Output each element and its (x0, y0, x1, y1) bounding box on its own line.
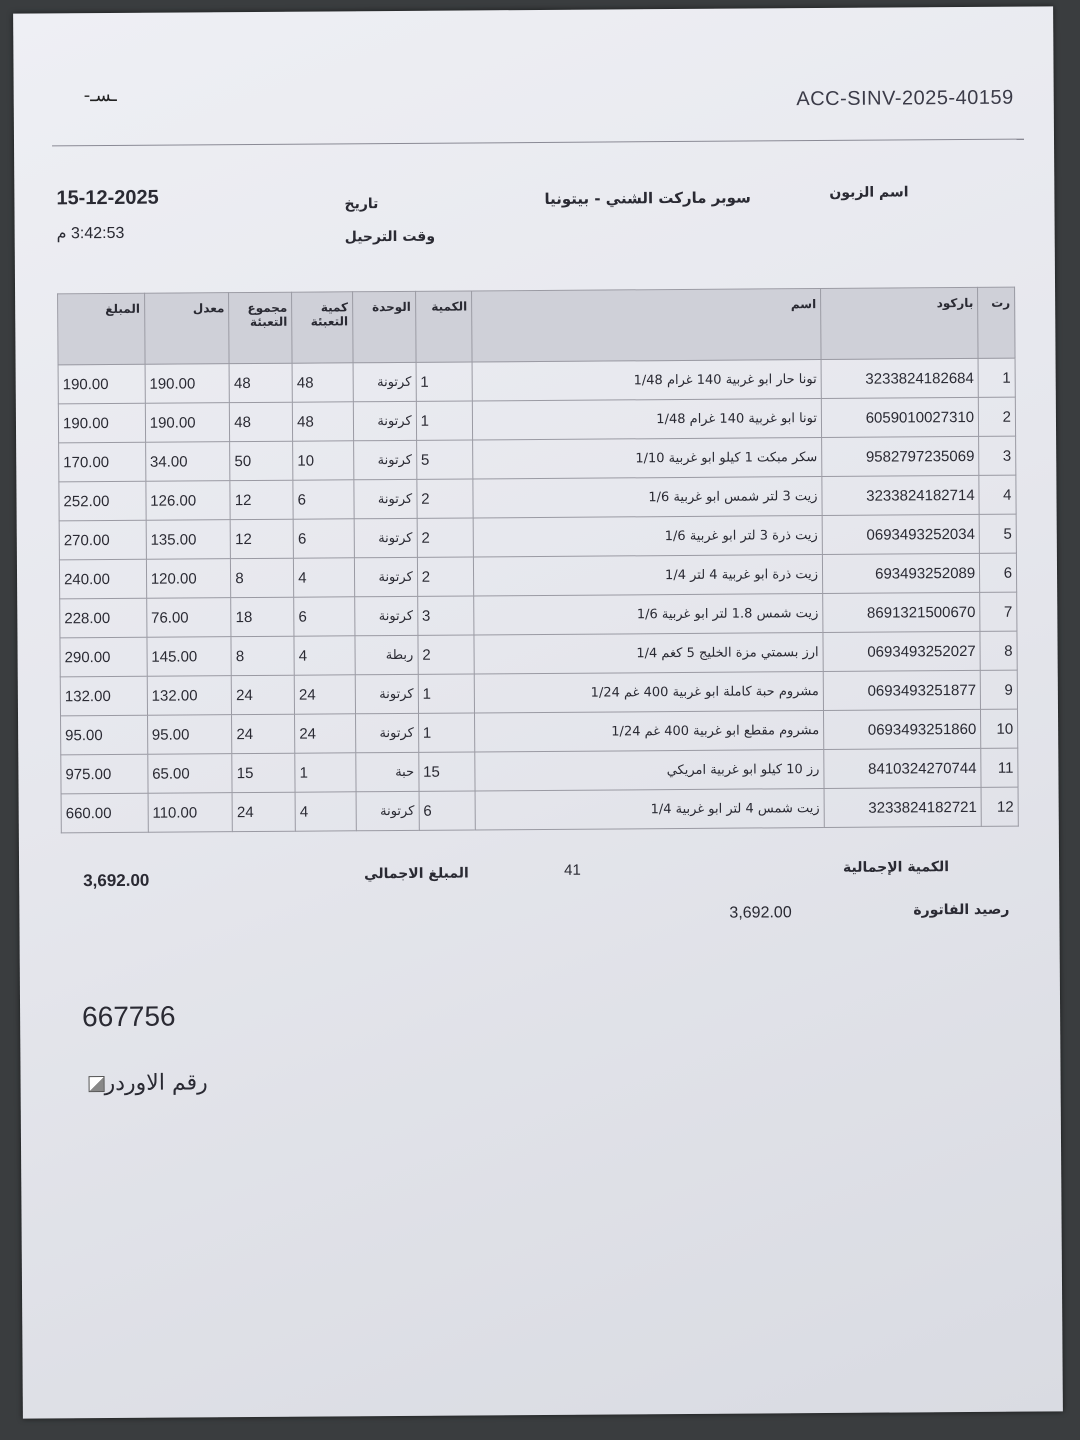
order-label: رقم الاوردر (104, 1070, 208, 1097)
table-row (59, 553, 1016, 599)
row-amount: 95.00 (61, 715, 148, 755)
customer-label: اسم الزبون (829, 184, 909, 201)
row-name: رز 10 كيلو ابو غربية امريكي (475, 750, 824, 791)
row-qty: 5 (416, 440, 473, 479)
row-unit: ربطة (355, 635, 418, 674)
row-rate: 190.00 (145, 364, 230, 404)
items-table (57, 287, 1019, 834)
col-header-no: رت (978, 287, 1015, 358)
row-qty: 1 (416, 362, 473, 401)
row-pack-qty: 1 (295, 753, 356, 792)
invoice-paper (13, 6, 1063, 1418)
row-no: 12 (981, 787, 1018, 826)
row-rate: 95.00 (147, 715, 232, 755)
row-barcode: 8410324270744 (824, 748, 981, 788)
row-pack-qty: 6 (293, 519, 354, 558)
row-pack-qty: 4 (294, 636, 355, 675)
row-pack-qty: 4 (295, 792, 356, 831)
table-row (59, 514, 1016, 560)
row-no: 8 (980, 631, 1017, 670)
row-name: ارز بسمتي مزة الخليج 5 كغم 1/4 (474, 633, 823, 674)
row-no: 4 (979, 475, 1016, 514)
row-rate: 190.00 (145, 403, 230, 443)
row-unit: كرتونة (356, 791, 419, 830)
row-pack-total: 24 (232, 675, 295, 714)
row-qty: 3 (417, 596, 474, 635)
row-qty: 2 (418, 635, 475, 674)
row-name: تونا ابو غربية 140 غرام 1/48 (472, 399, 821, 440)
table-row (58, 397, 1015, 443)
time-label: وقت الترحيل (344, 228, 436, 246)
order-number: 667756 (82, 1000, 176, 1033)
row-no: 9 (980, 670, 1017, 709)
row-pack-qty: 10 (293, 441, 354, 480)
total-qty-label: الكمية الإجمالية (842, 859, 950, 876)
total-amount-value: 3,692.00 (83, 870, 150, 891)
row-pack-total: 18 (231, 597, 294, 636)
row-pack-qty: 24 (295, 714, 356, 753)
row-qty: 15 (418, 752, 475, 791)
row-barcode: 0693493251860 (824, 709, 981, 749)
row-name: مشروم حبة كاملة ابو غربية 400 غم 1/24 (474, 672, 823, 713)
row-pack-total: 50 (230, 441, 293, 480)
row-name: مشروم مقطع ابو غربية 400 غم 1/24 (475, 711, 824, 752)
row-unit: كرتونة (354, 557, 417, 596)
row-pack-qty: 24 (294, 675, 355, 714)
table-row (60, 592, 1017, 638)
row-barcode: 6059010027310 (821, 397, 978, 437)
time-value: 3:42:53 م (56, 224, 125, 243)
row-barcode: 3233824182684 (821, 358, 978, 398)
invoice-balance-label: رصيد الفاتورة (913, 901, 1010, 919)
row-rate: 145.00 (147, 637, 232, 677)
row-qty: 1 (416, 401, 473, 440)
row-pack-total: 8 (231, 636, 294, 675)
row-rate: 135.00 (146, 520, 231, 560)
row-qty: 1 (418, 674, 475, 713)
row-amount: 660.00 (61, 793, 148, 833)
order-label-row (82, 1070, 207, 1096)
row-no: 3 (979, 436, 1016, 475)
table-row (58, 358, 1015, 404)
table-row (59, 436, 1016, 482)
row-pack-total: 24 (232, 792, 295, 831)
date-value: 15-12-2025 (56, 186, 159, 210)
row-amount: 290.00 (60, 637, 147, 677)
total-amount-label: المبلغ الاجمالي (364, 865, 469, 883)
row-qty: 1 (418, 713, 475, 752)
row-pack-total: 12 (230, 480, 293, 519)
customer-name: سوبر ماركت الشني - بيتونيا (544, 188, 751, 208)
row-unit: كرتونة (353, 401, 416, 440)
col-header-pack-total: مجموع التعبئة (229, 292, 292, 363)
row-pack-qty: 4 (294, 558, 355, 597)
row-unit: حبة (356, 752, 419, 791)
col-header-name: اسم (472, 289, 821, 362)
row-rate: 110.00 (148, 793, 233, 833)
row-rate: 65.00 (148, 754, 233, 794)
row-rate: 120.00 (146, 559, 231, 599)
col-header-qty: الكمية (415, 291, 472, 362)
row-barcode: 0693493252034 (822, 514, 979, 554)
row-pack-qty: 48 (292, 363, 353, 402)
row-pack-total: 15 (232, 753, 295, 792)
row-rate: 34.00 (145, 442, 230, 482)
row-amount: 270.00 (59, 520, 146, 560)
row-amount: 240.00 (59, 559, 146, 599)
invoice-number: ACC-SINV-2025-40159 (796, 86, 1014, 111)
row-barcode: 3233824182721 (824, 787, 981, 827)
row-barcode: 693493252089 (822, 553, 979, 593)
row-amount: 228.00 (60, 598, 147, 638)
table-row (61, 709, 1018, 755)
row-no: 6 (980, 553, 1017, 592)
header-divider (52, 139, 1024, 147)
col-header-rate: معدل (144, 293, 229, 365)
table-row (60, 631, 1017, 677)
row-pack-total: 24 (232, 714, 295, 753)
row-barcode: 0693493251877 (823, 670, 980, 710)
row-pack-total: 48 (229, 363, 292, 402)
row-unit: كرتونة (353, 440, 416, 479)
handwritten-mark: ‑ـسـ (83, 84, 117, 107)
row-qty: 2 (417, 479, 474, 518)
row-barcode: 3233824182714 (822, 475, 979, 515)
row-name: زيت ذرة ابو غربية 4 لتر 1/4 (473, 555, 822, 596)
col-header-unit: الوحدة (352, 291, 415, 362)
row-rate: 126.00 (146, 481, 231, 521)
row-amount: 190.00 (58, 364, 145, 404)
row-amount: 170.00 (59, 442, 146, 482)
row-unit: كرتونة (355, 674, 418, 713)
row-pack-total: 48 (230, 402, 293, 441)
table-row (60, 670, 1017, 716)
row-rate: 76.00 (146, 598, 231, 638)
row-barcode: 0693493252027 (823, 631, 980, 671)
row-qty: 6 (419, 791, 476, 830)
broken-image-icon (89, 1076, 105, 1092)
row-barcode: 8691321500670 (823, 592, 980, 632)
row-unit: كرتونة (355, 596, 418, 635)
row-unit: كرتونة (354, 518, 417, 557)
row-pack-total: 12 (230, 519, 293, 558)
row-no: 10 (981, 709, 1018, 748)
row-name: تونا حار ابو غربية 140 غرام 1/48 (472, 360, 821, 401)
row-name: زيت 3 لتر شمس ابو غربية 1/6 (473, 477, 822, 518)
row-name: سكر مبكت 1 كيلو ابو غربية 1/10 (473, 438, 822, 479)
row-no: 11 (981, 748, 1018, 787)
row-no: 5 (979, 514, 1016, 553)
row-unit: كرتونة (353, 362, 416, 401)
col-header-barcode: باركود (821, 287, 979, 359)
date-label: تاريخ (344, 196, 379, 213)
row-pack-qty: 48 (292, 402, 353, 441)
row-pack-qty: 6 (294, 597, 355, 636)
row-unit: كرتونة (355, 713, 418, 752)
row-amount: 252.00 (59, 481, 146, 521)
row-amount: 132.00 (60, 676, 147, 716)
table-row (61, 787, 1018, 833)
row-qty: 2 (417, 557, 474, 596)
table-row (59, 475, 1016, 521)
table-row (61, 748, 1018, 794)
row-name: زيت شمس 4 لتر ابو غربية 1/4 (475, 789, 824, 830)
row-qty: 2 (417, 518, 474, 557)
total-qty-value: 41 (564, 861, 581, 879)
table-body (58, 358, 1018, 833)
col-header-amount: المبلغ (58, 293, 145, 365)
row-no: 2 (978, 397, 1015, 436)
row-rate: 132.00 (147, 676, 232, 716)
col-header-pack-qty: كمية التعبئة (292, 292, 353, 363)
row-name: زيت ذرة 3 لتر ابو غربية 1/6 (473, 516, 822, 557)
row-no: 1 (978, 358, 1015, 397)
row-pack-qty: 6 (293, 480, 354, 519)
row-barcode: 9582797235069 (822, 436, 979, 476)
invoice-balance-value: 3,692.00 (729, 904, 792, 922)
row-no: 7 (980, 592, 1017, 631)
row-name: زيت شمس 1.8 لتر ابو غربية 1/6 (474, 594, 823, 635)
row-pack-total: 8 (231, 558, 294, 597)
row-unit: كرتونة (354, 479, 417, 518)
table-header-row (58, 287, 1015, 365)
row-amount: 975.00 (61, 754, 148, 794)
row-amount: 190.00 (58, 403, 145, 443)
